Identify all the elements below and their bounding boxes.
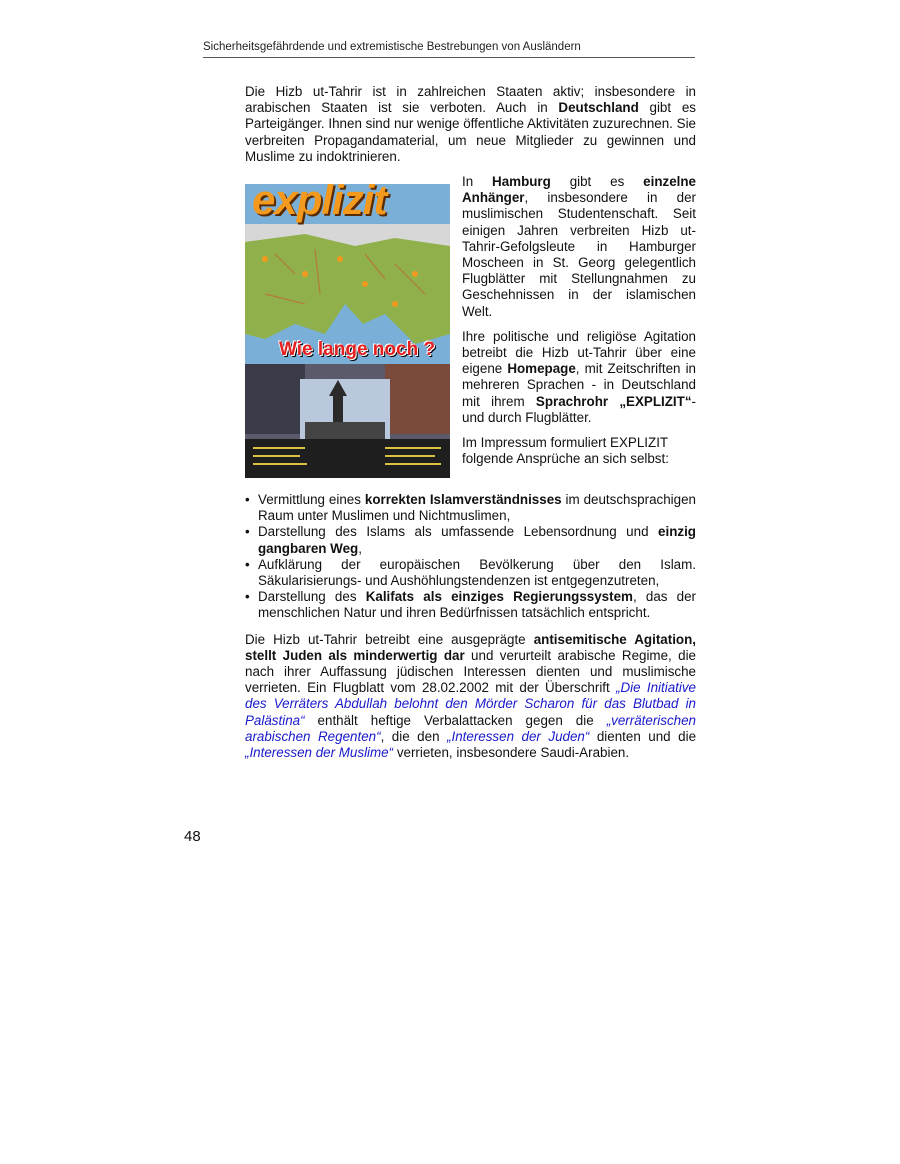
claim-text: Darstellung des Islams als umfassende Lebensordnung und xyxy=(258,524,659,540)
hamburg-bold: Hamburg xyxy=(492,174,551,190)
claim-bold: einzig gangbaren Weg xyxy=(258,524,696,556)
muslime-quote: „Interessen der Muslime“ xyxy=(245,745,394,761)
impressum-paragraph: Im Impressum formuliert EXPLIZIT folgende Ansprüche an sich selbst: xyxy=(462,435,669,467)
intro-text-rest: gibt es Parteigänger. Ihnen sind nur wenige öffentliche Aktivitäten zuzurechnen. Sie verbreiten Propagandamaterial, um neue Mitglieder zu gewinnen und Muslime zu indoktrinieren. xyxy=(245,100,696,164)
claim-bold: Kalifats als einziges Regierungssystem xyxy=(365,589,633,605)
juden-quote: „Interessen der Juden“ xyxy=(447,728,590,744)
explizit-cover-image xyxy=(245,184,450,478)
intro-bold-deutschland: Deutschland xyxy=(558,100,639,116)
claim-text-rest: , das der menschlichen Natur und ihren Bedürfnissen tatsächlich entspricht. xyxy=(258,589,697,621)
antisemitism-text-5: dienten und die xyxy=(589,728,697,744)
hamburg-text-3: , insbesondere in der muslimischen Studentenschaft. Seit einigen Jahren verbreiten Hizb ut-Tahrir-Gefolgsleute in Hamburger Moscheen in St. Georg gelegentlich Flugblätter mit Stellungnahmen zu Geschehnissen in der islamischen Welt. xyxy=(462,190,696,319)
antisemitism-paragraph xyxy=(245,632,696,762)
anhaenger-bold: einzelne Anhänger xyxy=(462,174,696,206)
claim-item xyxy=(245,492,696,524)
agitation-text-1: Ihre politische und religiöse Agitation betreibt die Hizb ut-Tahrir über eine eigene xyxy=(462,328,696,377)
cover-illustration xyxy=(245,184,450,478)
claim-text: Aufklärung der europäischen Bevölkerung über den Islam. Säkularisierungs- und Aushöhlungstendenzen ist entgegenzutreten, xyxy=(258,556,696,589)
intro-paragraph xyxy=(245,84,696,165)
cover-logo-text: explizit xyxy=(252,184,387,224)
antisemitism-text-6: verrieten, insbesondere Saudi-Arabien. xyxy=(393,745,630,761)
claims-list xyxy=(245,492,696,622)
claim-bold: korrekten Islamverständnisses xyxy=(364,492,562,508)
cover-and-text-block xyxy=(245,174,696,482)
claim-item xyxy=(245,589,696,621)
leaflet-title-quote: „Die Initiative des Verräters Abdullah belohnt den Mörder Scharon für das Blutbad in Palästina“ xyxy=(245,680,696,728)
claim-text-rest: im deutschsprachigen Raum unter Muslimen und Nichtmuslimen, xyxy=(258,492,696,524)
regenten-quote: „verräterischen arabischen Regenten“ xyxy=(245,712,696,744)
agitation-text-2: , mit Zeitschriften in mehreren Sprachen - in Deutschland mit ihrem xyxy=(462,361,696,409)
antisemitism-text-3: enthält heftige Verbalattacken gegen die xyxy=(304,712,607,728)
claim-text: Darstellung des xyxy=(258,589,366,605)
page-content xyxy=(245,84,696,770)
claim-text-rest: , xyxy=(358,540,362,556)
intro-text: Die Hizb ut-Tahrir ist in zahlreichen Staaten aktiv; insbesondere in arabischen Staaten ist sie verboten. Auch in xyxy=(245,84,696,116)
antisemitism-text-1: Die Hizb ut-Tahrir betreibt eine ausgeprägte xyxy=(245,631,534,647)
antisemitism-bold: antisemitische Agitation, stellt Juden als minderwertig dar xyxy=(245,631,696,663)
sprachrohr-bold: Sprachrohr „EXPLIZIT“ xyxy=(535,393,692,409)
cover-headline-text: Wie lange noch ? xyxy=(279,339,436,361)
claim-item xyxy=(245,557,696,589)
running-header: Sicherheitsgefährdende und extremistische Bestrebungen von Ausländern xyxy=(203,41,695,58)
homepage-bold: Homepage xyxy=(507,361,576,377)
hamburg-text-2: gibt es xyxy=(550,174,644,190)
hamburg-text-1: In xyxy=(462,174,493,190)
page-number: 48 xyxy=(184,828,201,845)
agitation-text-3: - und durch Flugblätter. xyxy=(462,393,696,425)
claim-item xyxy=(245,524,696,556)
antisemitism-text-2: und verurteilt arabische Regime, die nach ihrer Auffassung jüdischen Interessen dienten und muslimische verrieten. Ein Flugblatt vom 28.02.2002 mit der Überschrift xyxy=(245,647,696,696)
claim-text: Vermittlung eines xyxy=(258,492,365,508)
antisemitism-text-4: , die den xyxy=(380,728,448,744)
